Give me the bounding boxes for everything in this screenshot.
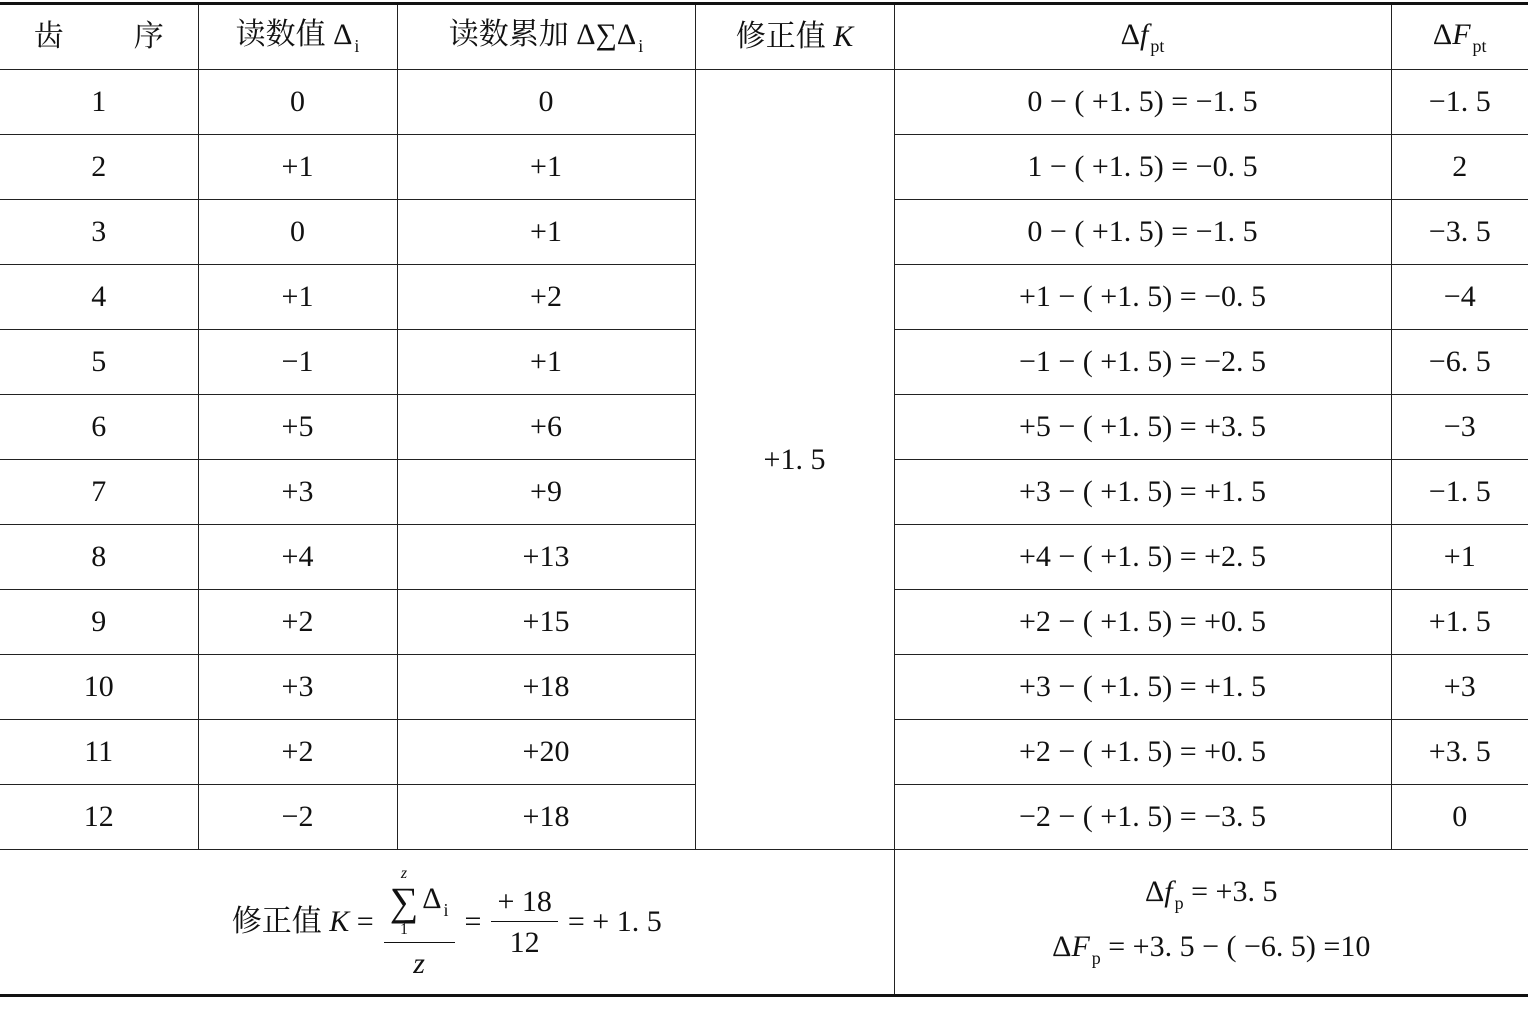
correction-formula: 修正值 K = z ∑ 1 Δ $_i$ z = $\frac{+ 18}{12}$ = + 1. 5 [231,864,662,980]
cell-delta-Fpt: −3 [1391,395,1528,460]
results-cell [894,850,1528,996]
cell-cumulative-reading: +18 [397,655,695,720]
cell-delta-Fpt: −3. 5 [1391,200,1528,265]
cell-delta-Fpt: +3. 5 [1391,720,1528,785]
header-correction-value: 修正值 K [695,4,894,70]
cell-cumulative-reading: +13 [397,525,695,590]
cell-tooth-number: 7 [0,460,198,525]
cell-cumulative-reading: +20 [397,720,695,785]
cell-delta-Fpt: −4 [1391,265,1528,330]
cell-tooth-number: 2 [0,135,198,200]
cell-delta-Fpt: 2 [1391,135,1528,200]
header-delta-Fpt: ΔF $_{pt}$ [1391,4,1528,70]
cell-cumulative-reading: +1 [397,200,695,265]
cell-delta-fpt: −1 − ( +1. 5) = −2. 5 [894,330,1391,395]
cell-tooth-number: 8 [0,525,198,590]
cell-delta-fpt: +2 − ( +1. 5) = +0. 5 [894,590,1391,655]
cell-reading: +3 [198,655,397,720]
value-fraction: $\frac{+ 18}{12}$ [491,887,557,958]
cell-tooth-number: 1 [0,70,198,135]
cell-tooth-number: 6 [0,395,198,460]
cell-tooth-number: 10 [0,655,198,720]
cell-delta-Fpt: −1. 5 [1391,70,1528,135]
summary-row [0,850,1528,996]
result-delta-Fp: ΔF $_p$ = +3. 5 − ( −6. 5) =10 [1052,930,1371,968]
cell-delta-fpt: 0 − ( +1. 5) = −1. 5 [894,200,1391,265]
cell-delta-Fpt: 0 [1391,785,1528,850]
table-row [0,70,1528,135]
cell-delta-Fpt: +1 [1391,525,1528,590]
cell-cumulative-reading: +1 [397,330,695,395]
cell-delta-Fpt: −1. 5 [1391,460,1528,525]
cell-reading: 0 [198,200,397,265]
cell-delta-fpt: +3 − ( +1. 5) = +1. 5 [894,460,1391,525]
sum-over-z-fraction: z ∑ 1 Δ $_i$ z [384,866,455,979]
cell-delta-fpt: 1 − ( +1. 5) = −0. 5 [894,135,1391,200]
cell-reading: +5 [198,395,397,460]
cell-tooth-number: 11 [0,720,198,785]
cell-cumulative-reading: +2 [397,265,695,330]
cell-delta-Fpt: +1. 5 [1391,590,1528,655]
cell-cumulative-reading: +6 [397,395,695,460]
cell-delta-fpt: +1 − ( +1. 5) = −0. 5 [894,265,1391,330]
cell-reading: +1 [198,135,397,200]
cell-cumulative-reading: +1 [397,135,695,200]
cell-delta-fpt: +2 − ( +1. 5) = +0. 5 [894,720,1391,785]
cell-tooth-number: 4 [0,265,198,330]
cell-reading: +2 [198,590,397,655]
header-delta-fpt: Δf $_{pt}$ [894,4,1391,70]
cell-tooth-number: 12 [0,785,198,850]
result-delta-fp: Δf $_p$ = +3. 5 [1145,875,1278,913]
gear-error-table [0,2,1528,997]
cell-delta-fpt: 0 − ( +1. 5) = −1. 5 [894,70,1391,135]
cell-delta-fpt: +4 − ( +1. 5) = +2. 5 [894,525,1391,590]
cell-delta-Fpt: +3 [1391,655,1528,720]
cell-reading: −1 [198,330,397,395]
cell-cumulative-reading: +15 [397,590,695,655]
cell-delta-Fpt: −6. 5 [1391,330,1528,395]
cell-cumulative-reading: +18 [397,785,695,850]
cell-delta-fpt: −2 − ( +1. 5) = −3. 5 [894,785,1391,850]
correction-formula-cell [0,850,894,996]
header-row [0,4,1528,70]
cell-cumulative-reading: 0 [397,70,695,135]
cell-reading: 0 [198,70,397,135]
header-reading: 读数值 Δ $_i$ [198,4,397,70]
cell-reading: +3 [198,460,397,525]
cell-tooth-number: 5 [0,330,198,395]
cell-delta-fpt: +3 − ( +1. 5) = +1. 5 [894,655,1391,720]
cell-reading: +1 [198,265,397,330]
cell-reading: +2 [198,720,397,785]
cell-tooth-number: 3 [0,200,198,265]
cell-tooth-number: 9 [0,590,198,655]
cell-delta-fpt: +5 − ( +1. 5) = +3. 5 [894,395,1391,460]
header-tooth-number: 齿 序 [0,4,198,70]
cell-reading: −2 [198,785,397,850]
header-cumulative-reading: 读数累加 Δ∑Δ $_i$ [397,4,695,70]
cell-reading: +4 [198,525,397,590]
cell-cumulative-reading: +9 [397,460,695,525]
cell-correction-value: +1. 5 [695,70,894,850]
